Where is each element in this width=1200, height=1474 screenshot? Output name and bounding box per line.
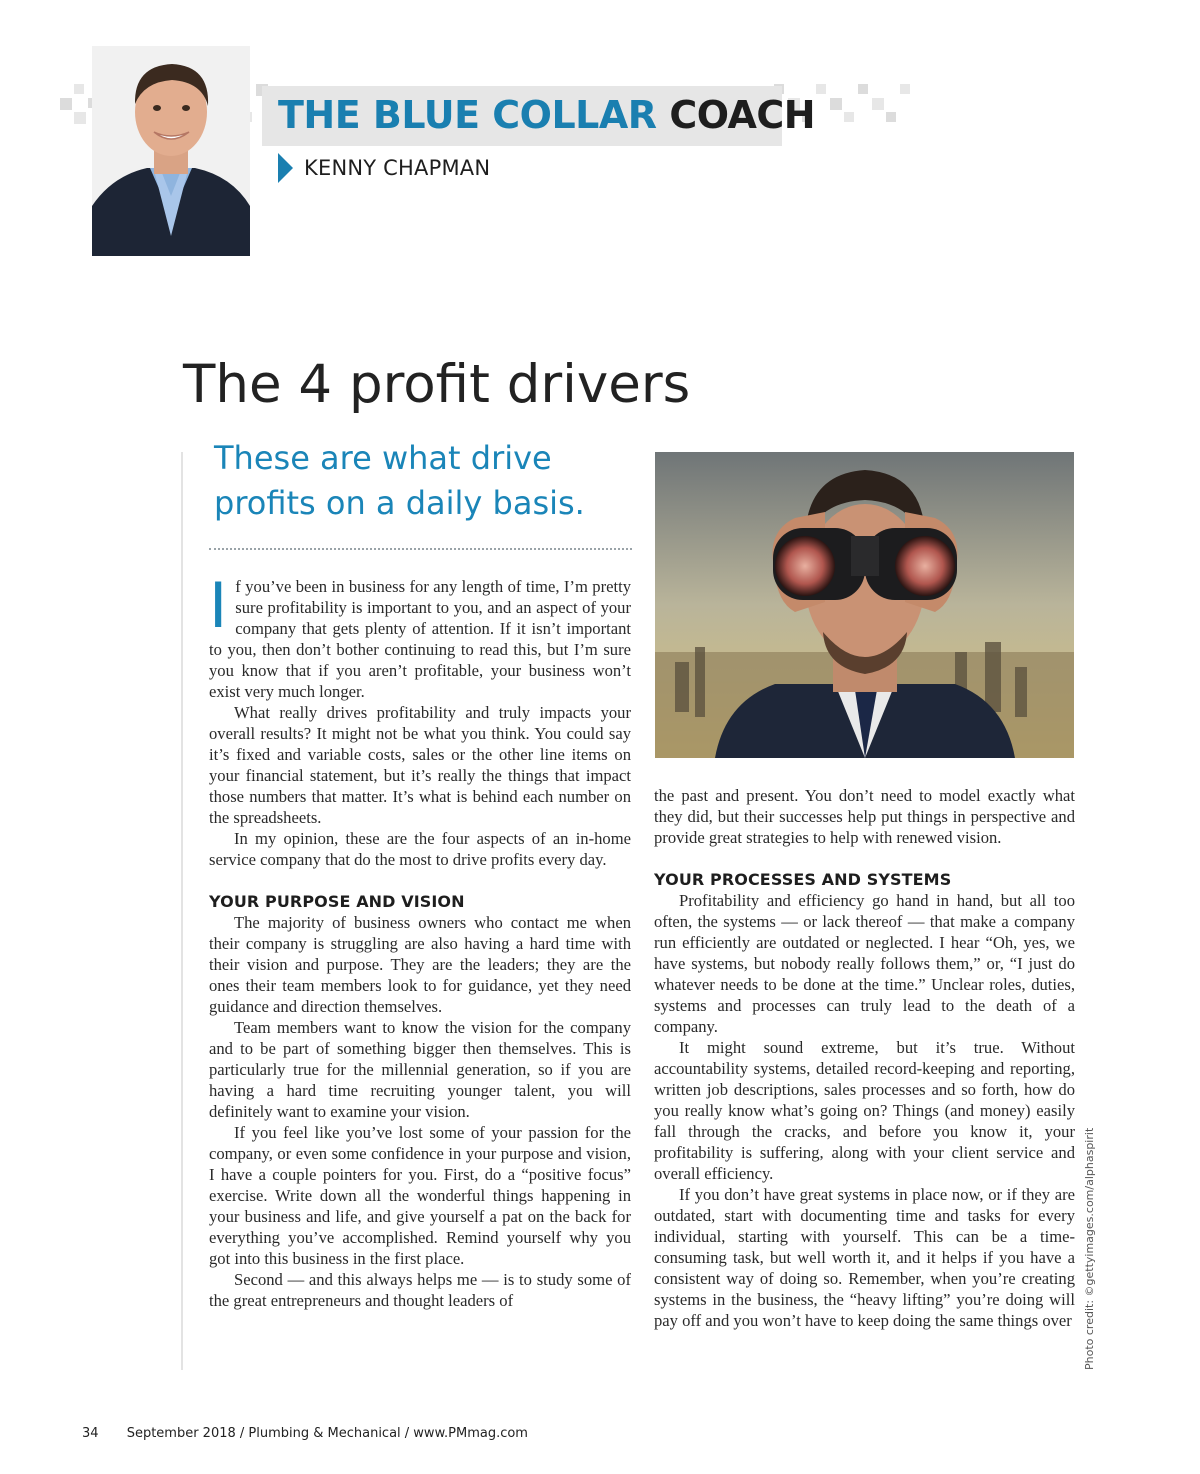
brand-dark-text: COACH	[669, 93, 816, 137]
body-paragraph: Second — and this always helps me — is to study some of the great entrepreneurs and thought leaders of	[209, 1270, 631, 1310]
column-divider	[181, 452, 183, 1370]
body-paragraph: If you don’t have great systems in place now, or if they are outdated, start with documenting time and tasks for every individual, starting with yourself. This can be a time-consuming task, but well worth it, and it helps if you have a consistent way of doing so. Remember, when you’re creating systems in the business, the “heavy lifting” you’re doing will pay off and you won’t have to keep doing the same things over	[654, 1185, 1075, 1330]
pixel-block	[74, 84, 84, 94]
author-byline	[278, 152, 490, 184]
dotted-divider	[209, 548, 632, 550]
article-photo	[655, 452, 1074, 758]
pixel-block	[872, 98, 884, 110]
article-deck: These are what drive profits on a daily basis.	[214, 439, 585, 522]
publication-info: September 2018 / Plumbing & Mechanical / www.PMmag.com	[126, 1426, 528, 1441]
headshot-illustration	[92, 46, 250, 256]
body-paragraph: If you feel like you’ve lost some of your passion for the company, or even some confidence in your purpose and vision, I have a couple pointers for you. First, do a “positive focus” exercise. Write down all the wonderful things happening in your business and life, and give yourself a pat on the back for everything you’ve accomplished. Remind yourself why you got into this business in the first place.	[209, 1123, 631, 1268]
intro-paragraph	[209, 576, 631, 702]
pixel-block	[830, 98, 842, 110]
column-brand-title	[278, 92, 815, 138]
body-paragraph: the past and present. You don’t need to model exactly what they did, but their successes help put things in perspective and provide great strategies to help with renewed vision.	[654, 786, 1075, 847]
page-number: 34	[82, 1426, 99, 1441]
article-column-2	[654, 785, 1075, 1375]
pixel-block	[844, 112, 854, 122]
play-arrow-icon	[278, 153, 293, 183]
pixel-block	[886, 112, 896, 122]
body-paragraph: What really drives profitability and truly impacts your overall results? It might not be what you think. You could say it’s fixed and variable costs, sales or the other line items on your financial statement, but it’s really the things that impact those numbers that matter. It’s what is behind each number on the spreadsheets.	[209, 703, 631, 827]
pixel-block	[858, 84, 868, 94]
pixel-block	[900, 84, 910, 94]
pixel-block	[816, 84, 826, 94]
body-paragraph: The majority of business owners who contact me when their company is struggling are also having a hard time with their vision and purpose. They are the leaders; they are the ones their team members look to for guidance, yet they need guidance and direction themselves.	[209, 913, 631, 1016]
pixel-block	[60, 98, 72, 110]
body-paragraph: Profitability and efficiency go hand in hand, but all too often, the systems — or lack thereof — that make a company run efficiently are outdated or neglected. I hear “Oh, yes, we have systems, but nobody really follows them,” or, “I just do whatever needs to be done at the time.” Unclear roles, duties, systems and processes can truly lead to the death of a company.	[654, 891, 1075, 1036]
author-headshot	[92, 46, 250, 256]
brand-blue-text: THE BLUE COLLAR	[278, 93, 657, 137]
page-footer	[82, 1426, 528, 1441]
pixel-block	[74, 112, 86, 124]
drop-cap: I	[209, 576, 228, 642]
binoculars-man-illustration	[655, 452, 1074, 758]
body-paragraph: Team members want to know the vision for the company and to be part of something bigger then themselves. This is particularly true for the millennial generation, so if you are having a hard time recruiting younger talent, you will definitely want to examine your vision.	[209, 1018, 631, 1121]
author-name: KENNY CHAPMAN	[304, 156, 491, 180]
section-heading-purpose: YOUR PURPOSE AND VISION	[209, 892, 465, 911]
photo-credit: Photo credit: ©gettyimages.com/alphaspirit	[1083, 1127, 1096, 1370]
article-title: The 4 profit drivers	[183, 354, 691, 415]
body-paragraph: In my opinion, these are the four aspects of an in-home service company that do the most to drive profits every day.	[209, 829, 631, 869]
intro-text: f you’ve been in business for any length of time, I’m pretty sure profitability is important to you, and an aspect of your company that gets plenty of attention. If it isn’t important to you, then don’t bother continuing to read this, but I’m sure you know that if you aren’t profitable, your business won’t exist very much longer.	[209, 577, 631, 701]
section-heading-processes: YOUR PROCESSES AND SYSTEMS	[654, 870, 952, 889]
body-paragraph: It might sound extreme, but it’s true. Without accountability systems, detailed record-keeping and reporting, written job descriptions, sales processes and so forth, how do you really know what’s going on? Things (and money) easily fall through the cracks, and before you know it, your profitability is suffering, along with your client service and overall efficiency.	[654, 1038, 1075, 1183]
article-column-1	[209, 576, 631, 1376]
